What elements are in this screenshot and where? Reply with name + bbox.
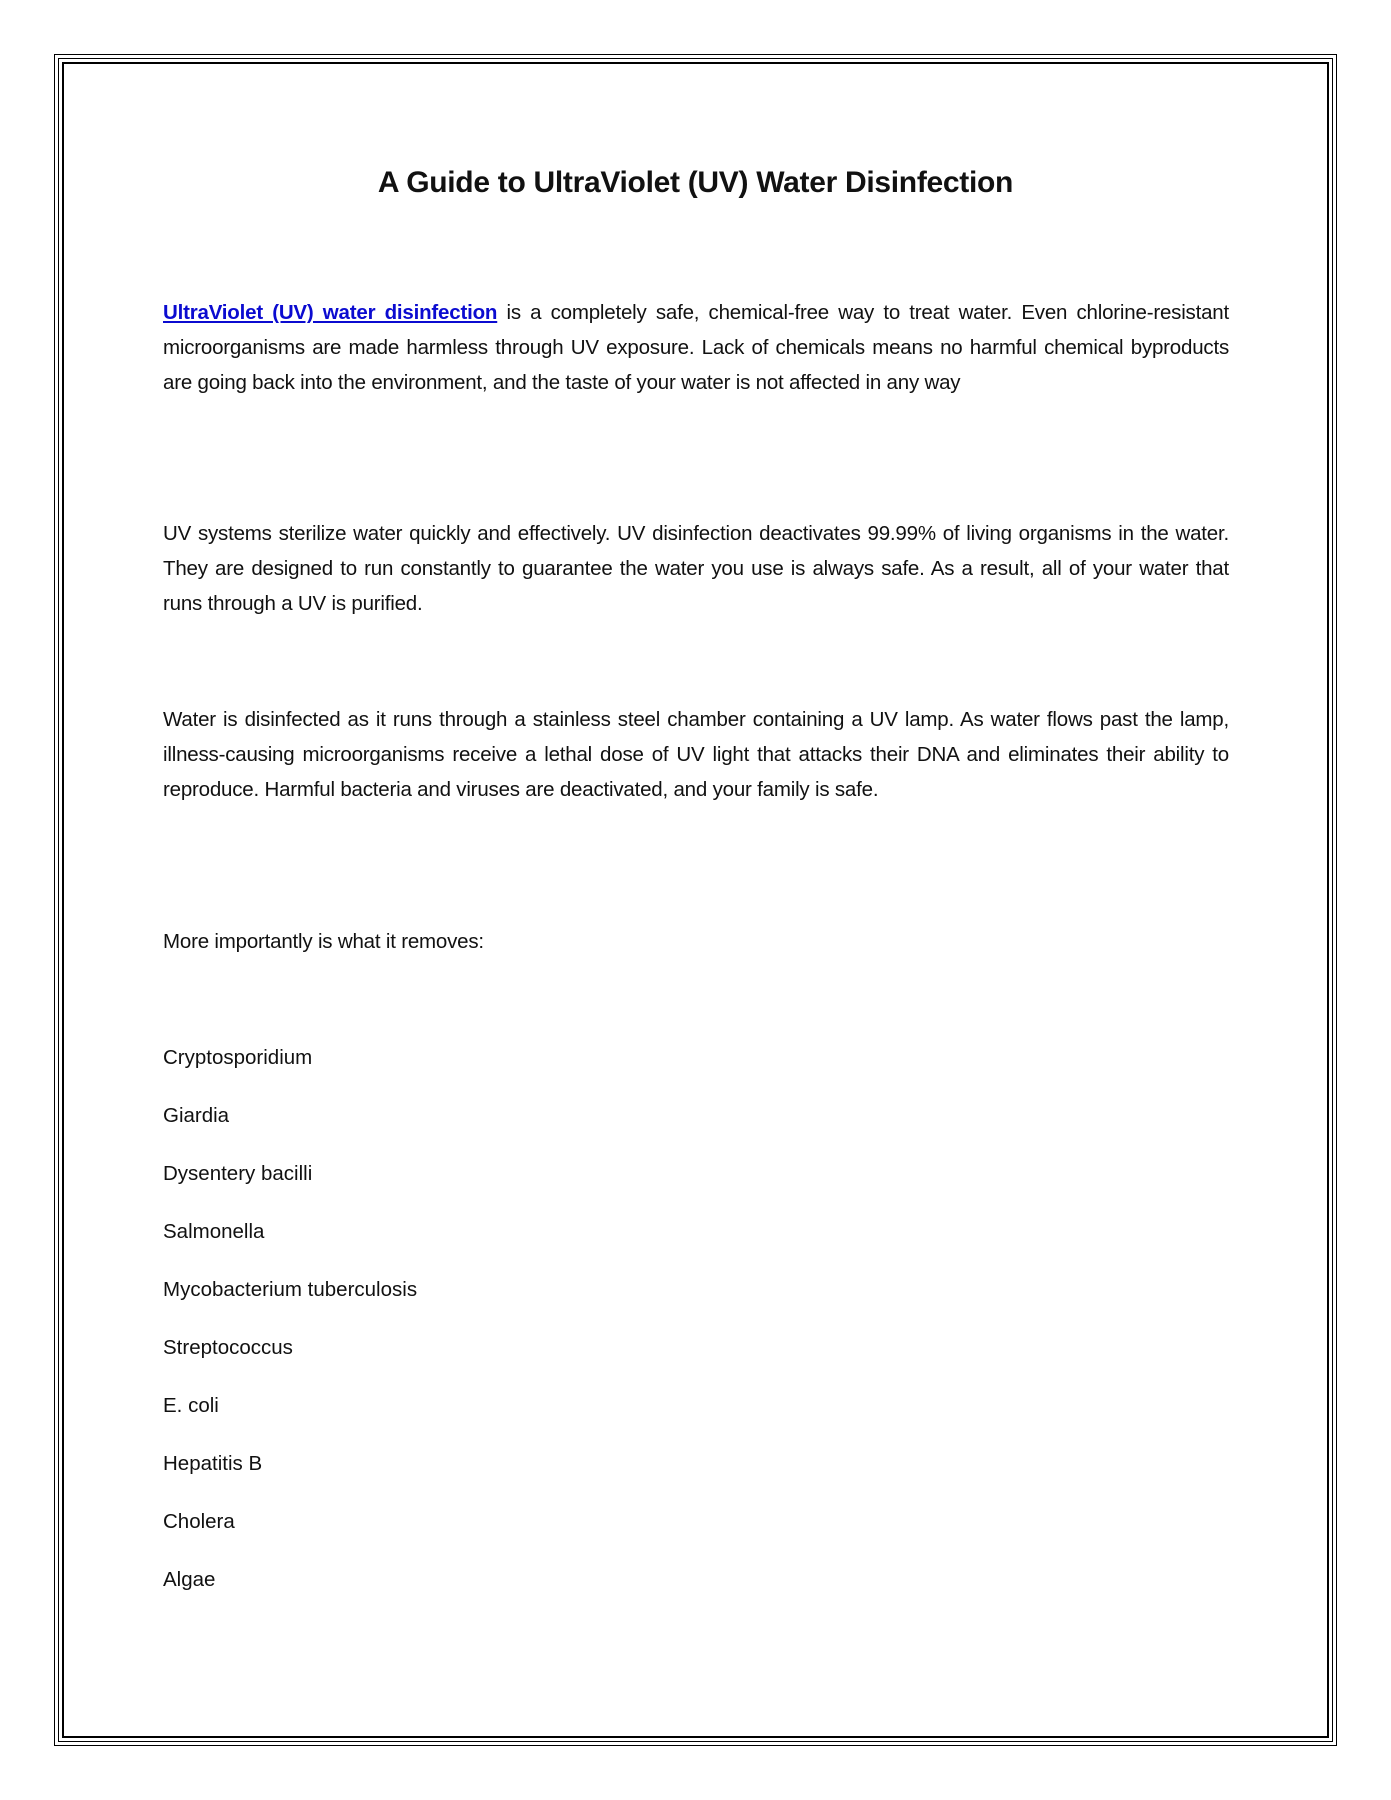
list-item: Salmonella	[163, 1220, 265, 1243]
page-title: A Guide to UltraViolet (UV) Water Disinfection	[377, 166, 1014, 199]
process-paragraph: Water is disinfected as it runs through a stainless steel chamber containing a UV lamp. As water flows past the lamp, illness-causing microorganisms receive a lethal dose of UV light that attacks their DNA and eliminates their ability to reproduce. Harmful bacteria and viruses are deactivated, and your family is safe.	[163, 708, 1229, 802]
uv-disinfection-link[interactable]: UltraViolet (UV) water disinfection	[163, 301, 498, 324]
list-item: Cryptosporidium	[163, 1046, 313, 1069]
list-item: Hepatitis B	[163, 1452, 263, 1475]
list-item: Dysentery bacilli	[163, 1162, 313, 1185]
list-item: E. coli	[163, 1394, 219, 1417]
list-item: Streptococcus	[163, 1336, 293, 1359]
list-item: Cholera	[163, 1510, 235, 1533]
list-item: Mycobacterium tuberculosis	[163, 1278, 418, 1301]
intro-paragraph	[163, 295, 1229, 401]
removes-intro: More importantly is what it removes:	[163, 930, 484, 953]
sterilize-paragraph: UV systems sterilize water quickly and effectively. UV disinfection deactivates 99.99% of living organisms in the water. They are designed to run constantly to guarantee the water you use is always safe. As a result, all of your water that runs through a UV is purified.	[163, 522, 1229, 616]
list-item: Giardia	[163, 1104, 230, 1127]
removed-organisms-list	[163, 1040, 417, 1620]
list-item: Algae	[163, 1568, 216, 1591]
intro-text: is a completely safe, chemical-free way to treat water. Even chlorine-resistant microorganisms are made harmless through UV exposure. Lack of chemicals means no harmful chemical byproducts are going back into the environment, and the taste of your water is not affected in any way	[163, 301, 1229, 395]
